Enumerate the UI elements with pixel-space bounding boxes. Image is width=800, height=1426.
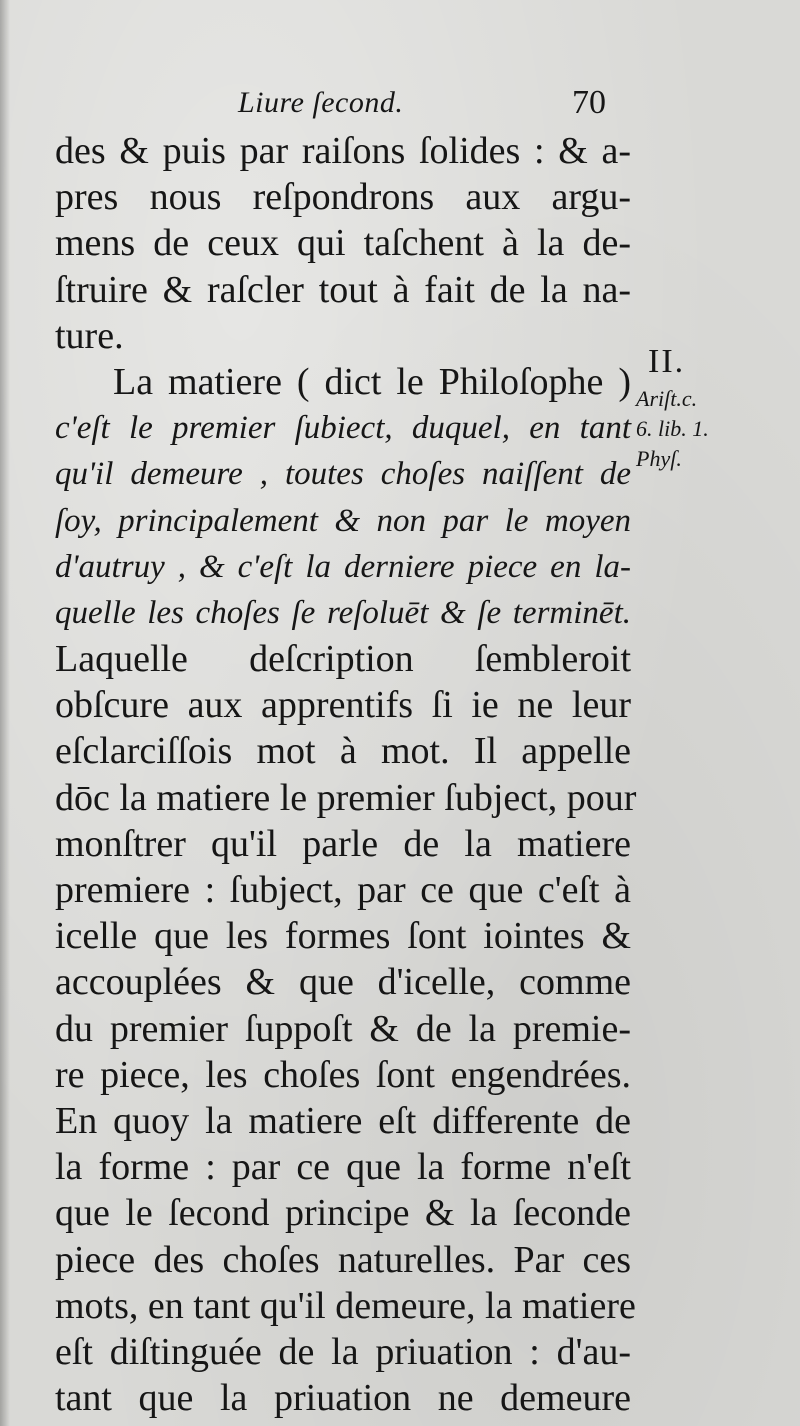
text-line: eſt diſtinguée de la priuation : d'au-: [55, 1330, 631, 1373]
page-number: 70: [572, 84, 606, 121]
text-line: ſtruire & raſcler tout à fait de la na-: [55, 268, 631, 311]
text-line: obſcure aux apprentifs ſi ie ne leur: [55, 684, 631, 727]
text-line: accouplées & que d'icelle, comme: [55, 961, 631, 1004]
text-line: icelle que les formes ſont iointes &: [55, 915, 631, 958]
text-line: piece des choſes naturelles. Par ces: [55, 1238, 631, 1281]
text-line: des & puis par raiſons ſolides : & a-: [55, 130, 631, 172]
text-line: quelle les choſes ſe reſoluēt & ſe terminēt.: [55, 594, 631, 631]
text-line: du premier ſuppoſt & de la premie-: [55, 1007, 631, 1050]
margin-reference-line: 6. lib. 1.: [636, 416, 709, 441]
page-edge-shadow: [0, 0, 10, 1426]
text-line: mots, en tant qu'il demeure, la matiere: [55, 1284, 636, 1327]
margin-reference-line: Phyſ.: [636, 446, 682, 471]
text-line: la forme : par ce que la forme n'eſt: [55, 1146, 631, 1189]
text-line: monſtrer qu'il parle de la matiere: [55, 822, 631, 865]
margin-section-number: II.: [648, 343, 686, 380]
margin-reference-line: Ariſt.c.: [636, 386, 698, 411]
text-line: qu'il demeure , toutes choſes naiſſent de: [55, 456, 631, 493]
page-header: [0, 82, 800, 126]
text-line: mens de ceux qui taſchent à la de-: [55, 222, 631, 265]
text-line: En quoy la matiere eſt differente de: [55, 1099, 631, 1142]
text-line: c'eſt le premier ſubiect, duquel, en tant: [55, 410, 631, 447]
text-line: Laquelle deſcription ſembleroit: [55, 638, 631, 681]
text-line: que le ſecond principe & la ſeconde: [55, 1192, 631, 1235]
text-line: dōc la matiere le premier ſubject, pour: [55, 776, 637, 819]
text-line: pres nous reſpondrons aux argu-: [55, 176, 631, 219]
text-line: ture.: [55, 314, 124, 357]
text-line: ſoy, principalement & non par le moyen: [55, 502, 631, 539]
text-line: d'autruy , & c'eſt la derniere piece en la-: [55, 548, 631, 585]
text-line: eſclarciſſois mot à mot. Il appelle: [55, 730, 631, 773]
body-text: [55, 128, 635, 1421]
text-line: La matiere ( dict le Philoſophe ): [113, 360, 631, 403]
running-title: Liure ſecond.: [238, 86, 404, 119]
text-line: tant que la priuation ne demeure: [55, 1377, 631, 1420]
margin-notes: [636, 340, 786, 474]
text-line: re piece, les choſes ſont engendrées.: [55, 1053, 631, 1096]
text-line: premiere : ſubject, par ce que c'eſt à: [55, 869, 631, 911]
